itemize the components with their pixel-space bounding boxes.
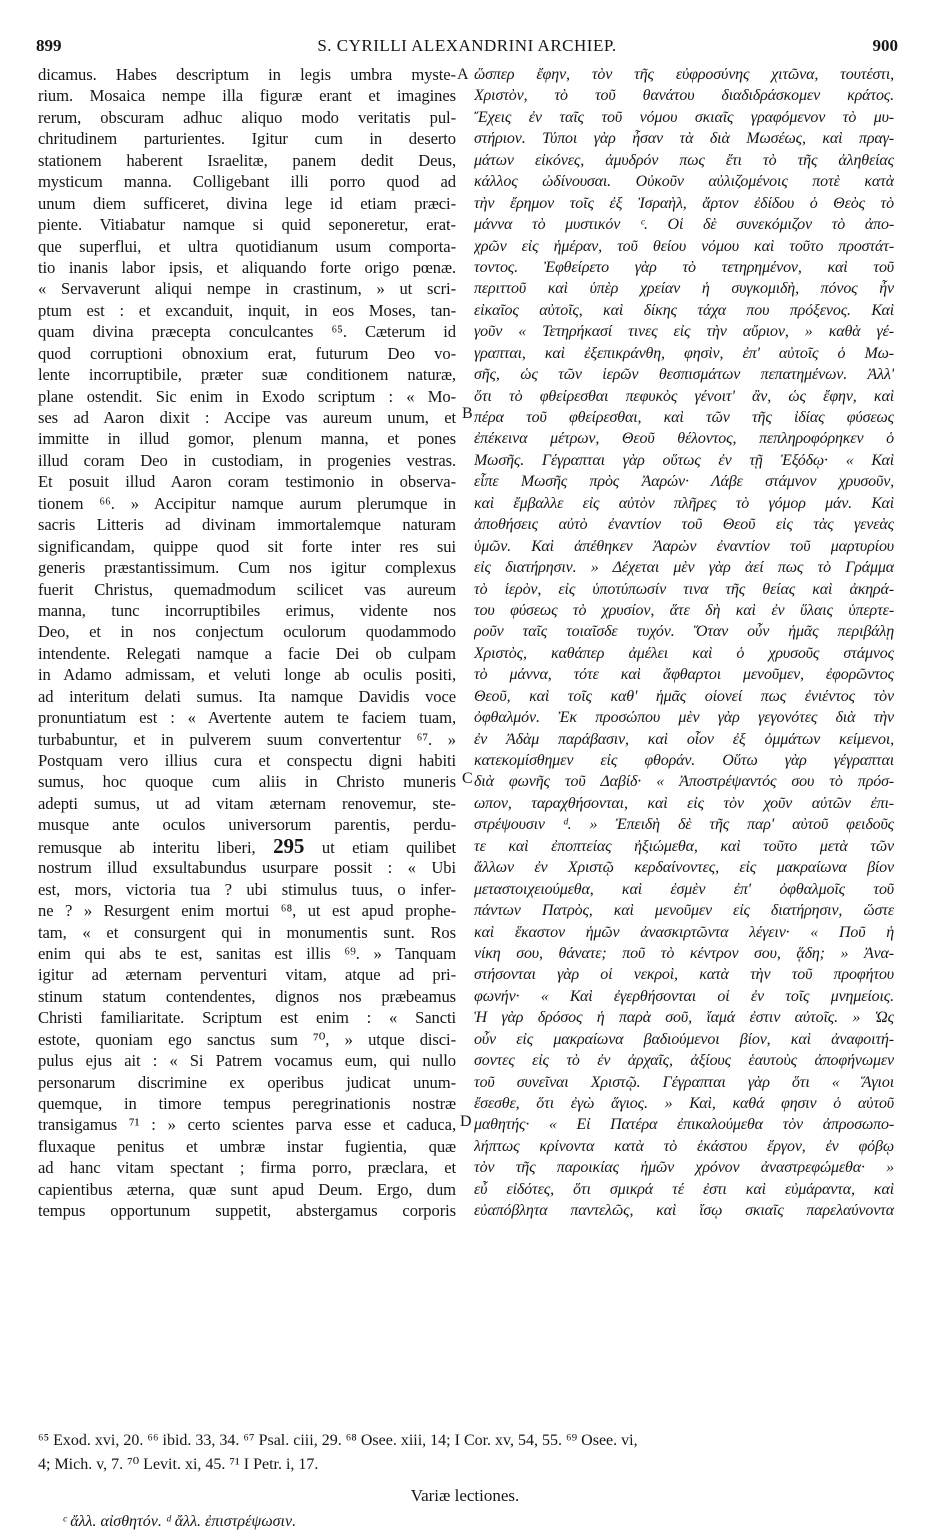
- text-line: Χριστὸν, τὸ τοῦ θανάτου διαδιδράσκομεν κράτος.: [474, 87, 894, 105]
- margin-marker-b: B: [462, 405, 473, 422]
- text-line: generis præstantissimum. Cum nos igitur complexus: [38, 558, 456, 578]
- text-line: κατεκομίσθημεν εἰς φθοράν. Οὕτω γὰρ γέγραπται: [474, 752, 894, 769]
- text-line: stationem haberent Israelitæ, panem dedit Deus,: [38, 150, 456, 170]
- variae-heading: Variæ lectiones.: [410, 1486, 520, 1505]
- text-line: igitur ad æternam perventuri vitam, atque ad pri-: [38, 965, 456, 985]
- text-line: ne ? » Resurgent enim mortui ⁶⁸, ut est apud prophe-: [38, 901, 456, 921]
- text-line: χρῶν εἰς ἡμέραν, τοῦ θείου νόμου καὶ τοῦτο προστάτ-: [474, 237, 894, 255]
- text-line: plane ostendit. Sic enim in Exodo scriptum : « Mo-: [38, 386, 456, 406]
- text-line: στήριον. Τύποι γὰρ ἦσαν τὰ διὰ Μωσέως, καὶ πραγ-: [474, 130, 894, 148]
- text-line: Θεοῦ, καὶ τοῖς καθ' ἡμᾶς οἱονεί πως ἐνιέντος τὸν: [474, 687, 894, 705]
- text-line: pronuntiatum est : « Avertente autem te faciem tuam,: [38, 708, 456, 728]
- text-line: Ἡ γὰρ δρόσος ἡ παρὰ σοῦ, ἴαμά ἐστιν αὐτοῖς. » Ὡς: [474, 1009, 894, 1027]
- text-line: τοῦ συνεῖναι Χριστῷ. Γέγραπται γὰρ ὅτι « Ἅγιοι: [474, 1073, 894, 1091]
- text-line: γοῦν « Τετηρήκασί τινες εἰς τὴν αὔριον, » καθὰ γέ-: [474, 323, 894, 341]
- text-line: καὶ ἕκαστον ἡμῶν ἀνασκιρτῶντα λέγειν· « Ποῦ ἡ: [474, 923, 894, 941]
- text-line: οὖν εἰς μακραίωνα βαδιούμενοι βίον, καὶ ἀναφοιτή-: [474, 1030, 894, 1048]
- text-line: σῆς, ὡς τῶν ἱερῶν θεσπισμάτων πεπατημένων. Ἀλλ': [474, 366, 894, 384]
- text-line: πέρα τοῦ φθείρεσθαι, καὶ τῶν τῆς ἰδίας φύσεως: [474, 409, 894, 426]
- text-line: μεταστοιχειούμεθα, καὶ ἐσμὲν ἐπ' ὀφθαλμοῖς τοῦ: [474, 880, 894, 898]
- text-line: chritudinem parturientes. Igitur cum in deserto: [38, 129, 456, 149]
- text-line: enim qui abs te est, sanitas est illis ⁶⁹. » Tanquam: [38, 943, 456, 963]
- text-line: μάτων εἰκόνες, ἀμυδρόν πως ἔτι τὸ τῆς ἀληθείας: [474, 151, 894, 169]
- text-line: transigamus ⁷¹ : » certo scientes parva esse et caduca,: [38, 1115, 456, 1135]
- text-line: Et posuit illud Aaron coram testimonio in observa-: [38, 472, 456, 492]
- page-number-right: 900: [872, 36, 898, 55]
- line-text: remusque ab interitu liberi,: [38, 837, 274, 857]
- latin-column: [38, 64, 456, 1222]
- footnote-line: 4; Mich. v, 7. ⁷⁰ Levit. xi, 45. ⁷¹ I Petr. i, 17.: [38, 1456, 319, 1473]
- margin-marker-c: C: [462, 770, 473, 787]
- text-line: nostrum illud exsultabundus usurpare possit : « Ubi: [38, 858, 456, 878]
- text-line: ἀποθήσεις αὐτὸ ἐναντίον τοῦ Θεοῦ εἰς τὰς γενεὰς: [474, 516, 894, 534]
- text-line: capientibus æterna, quæ sunt apud Deum. Ergo, dum: [38, 1179, 456, 1199]
- text-line: εὖ εἰδότες, ὅτι σμικρά τέ ἐστι καὶ εὐμάραντα, καὶ: [474, 1180, 894, 1198]
- text-line: ὑμῶν. Καὶ ἀπέθηκεν Ἀαρὼν ἐναντίον τοῦ μαρτυρίου: [474, 537, 894, 555]
- text-line: piente. Vitiabatur namque si quid seponeretur, erat-: [38, 215, 456, 235]
- text-line: περιττοῦ καὶ ὑπὲρ χρείαν ἡ συγκομιδὴ, πόνος ἦν: [474, 280, 894, 298]
- text-line: τε καὶ ἐποπτείας ἠξιώμεθα, καὶ τοῦτο μετὰ τῶν: [474, 837, 894, 855]
- text-line: τὸ ἱερὸν, εἰς ὑποτύπωσίν τινα τῆς θείας καὶ ἀκηρά-: [474, 580, 894, 598]
- text-line: Μωσῆς. Γέγραπται γὰρ οὕτως ἐν τῇ Ἐξόδῳ· « Καὶ: [474, 451, 894, 469]
- text-line: του φύσεως τὸ χρυσίον, ἅτε δὴ καὶ ἐν ὕλαις ὑπερτε-: [474, 601, 894, 619]
- text-line: tionem ⁶⁶. » Accipitur namque aurum plerumque in: [38, 493, 456, 513]
- text-line: que superflui, et ultra quotidianum usum comporta-: [38, 236, 456, 256]
- text-line: ἔσεσθε, ὅτι ἐγὼ ἅγιος. » Καὶ, καθά φησιν ὁ αὐτοῦ: [474, 1095, 894, 1112]
- text-line: quam divina præcepta conculcantes ⁶⁵. Cæterum id: [38, 322, 456, 342]
- text-line: significandam, quippe quod sit forte inter res sui: [38, 536, 456, 556]
- margin-marker-d: D: [460, 1113, 472, 1130]
- text-line: ροῦν ταῖς τοιαῖσδε τυχόν. Ὅταν οὖν ἡμᾶς περιβάλῃ: [474, 623, 894, 641]
- text-line: πάντων Πατρὸς, καὶ μενοῦμεν εἰς διατήρησιν, ὥστε: [474, 902, 894, 920]
- margin-marker-a: A: [457, 66, 469, 83]
- footnote-line: ⁶⁵ Exod. xvi, 20. ⁶⁶ ibid. 33, 34. ⁶⁷ Psal. ciii, 29. ⁶⁸ Osee. xiii, 14; I Cor. xv, 54, 55. ⁶⁹ Osee. vi,: [38, 1432, 638, 1449]
- text-line: dicamus. Habes descriptum in legis umbra myste-: [38, 65, 456, 84]
- text-line: quod corruptioni obnoxium erat, futurum Deo vo-: [38, 343, 456, 363]
- text-line: sacris Litteris ad divinam immortalemque naturam: [38, 515, 456, 535]
- text-line: « Servaverunt aliqui nempe in crastinum, » ut scri-: [38, 279, 456, 299]
- text-line: μάννα τὸ μυστικόν ᶜ. Οἱ δὲ συνεκόμιζον τὸ ἀπο-: [474, 216, 894, 234]
- text-line: σοντες εἰς τὸ ἐν ἀρχαῖς, ἀξίους ἑαυτοὺς ἀποφήνωμεν: [474, 1052, 894, 1070]
- text-line: διὰ φωνῆς τοῦ Δαβίδ· « Ἀποστρέψαντός σου τὸ πρόσ-: [474, 773, 894, 791]
- text-line: Deo, et in nos conjectum oculorum quodammodo: [38, 622, 456, 642]
- column-number: 295: [273, 835, 305, 858]
- text-line: adepti sumus, ut ad vitam æternam renovemur, ste-: [38, 793, 456, 813]
- text-line: ὥσπερ ἔφην, τὸν τῆς εὐφροσύνης χιτῶνα, τουτέστι,: [474, 66, 894, 83]
- text-line: εἰς διατήρησιν. » Δέχεται μὲν γὰρ ἀεί πως τὸ Γράμμα: [474, 559, 894, 577]
- text-line: κάλλος ὠδίνουσαι. Οὐκοῦν αὐλιζομένοις ποτὲ κατὰ: [474, 173, 894, 191]
- text-line: εὐαπόβλητα παντελῶς, καὶ ἴσῳ σκιαῖς παρελαύνοντα: [474, 1202, 894, 1220]
- text-line: ad hanc vitam spectant ; firma porro, præclara, et: [38, 1158, 456, 1178]
- page-number-left: 899: [36, 36, 62, 55]
- text-line: τὸ μάννα, τότε καὶ ἄφθαρτοι μενοῦμεν, ἐφορῶντος: [474, 666, 894, 684]
- text-line: ἐπέκεινα μέτρων, Θεοῦ θέλοντος, πεπληροφόρηκεν ὁ: [474, 430, 894, 448]
- text-line: manna, tunc incorruptibiles erimus, vidente nos: [38, 600, 456, 620]
- text-line: γραπται, καὶ ἐξεπικράνθη, φησὶν, ἐπ' αὐτοῖς ὁ Μω-: [474, 344, 894, 362]
- text-line: intendente. Relegati namque a facie Dei ob culpam: [38, 643, 456, 663]
- text-line: unum diem sufficeret, divina lege id etiam præci-: [38, 193, 456, 213]
- text-line: rerum, obscuram adhuc aliquo modo veritatis pul-: [38, 107, 456, 127]
- text-line: τὸν τῆς παροικίας ἡμῶν χρόνον ἀναστρεφώμεθα· »: [474, 1159, 894, 1177]
- text-line: ses ad Aaron dixit : Accipe vas aureum unum, et: [38, 408, 456, 427]
- greek-column: [474, 64, 894, 1222]
- text-line: immitte in illud gomor, plenum manna, et pones: [38, 429, 456, 449]
- text-line: στρέψουσιν ᵈ. » Ἐπειδὴ δὲ τῆς παρ' αὐτοῦ φειδοῦς: [474, 816, 894, 834]
- text-line: sumus, hoc quoque cum aliis in Christo muneris: [38, 772, 456, 792]
- text-line: mysticum manna. Colligebant illi porro quod ad: [38, 172, 456, 192]
- text-line: ὅτι τὸ φθείρεσθαι πεφυκὸς γένοιτ' ἂν, ὡς ἔφην, καὶ: [474, 387, 894, 405]
- text-line: quemque, in timore tempus peregrinationis nostræ: [38, 1094, 456, 1113]
- text-line: τὴν ἔρημον τοῖς ἐξ Ἰσραὴλ, ἄρτον ἐδίδου ὁ Θεὸς τὸ: [474, 194, 894, 212]
- running-title: S. CYRILLI ALEXANDRINI ARCHIEP.: [317, 36, 617, 55]
- text-line: λήπτως κρίνοντα κατὰ τὸ ἑκάστου ἔργον, ἐν φόβῳ: [474, 1137, 894, 1155]
- text-line: τοντος. Ἐφθείρετο γὰρ τὸ τετηρημένον, καὶ τοῦ: [474, 258, 894, 276]
- text-line: νίκη σου, θάνατε; ποῦ τὸ κέντρον σου, ᾅδη; » Ἀνα-: [474, 944, 894, 962]
- text-line: tam, « et consurgent qui in monumentis sunt. Ros: [38, 922, 456, 942]
- text-line: ωπον, ταραχθήσονται, καὶ εἰς τὸν χοῦν αὐτῶν ἐπι-: [474, 794, 894, 812]
- text-line: Postquam vero illius cura et conspectu digni habiti: [38, 751, 456, 770]
- text-line: fluxaque penitus et umbræ instar fugientia, quæ: [38, 1136, 456, 1156]
- text-line: stinum statum contendentes, dignos nos præbeamus: [38, 986, 456, 1006]
- text-line: ὀφθαλμόν. Ἐκ προσώπου μὲν γὰρ γεγονότες διὰ τὴν: [474, 709, 894, 727]
- text-line: καὶ ἔμβαλλε εἰς αὐτὸν πλῆρες τὸ γόμορ μάν. Καὶ: [474, 494, 894, 512]
- text-line: in Adamo admissam, et veluti longe ab oculis positi,: [38, 665, 456, 685]
- text-line: εἶπε Μωσῆς πρὸς Ἀαρών· Λάβε στάμνον χρυσοῦν,: [474, 473, 894, 491]
- text-line: ἄλλων ἐν Χριστῷ κερδαίνοντες, εἰς μακραίωνα βίον: [474, 859, 894, 877]
- text-line: fuerit Christus, quemadmodum scilicet vas aureum: [38, 579, 456, 599]
- text-line: ad interitum delati sumus. Ita namque Davidis voce: [38, 686, 456, 706]
- text-line: estote, quoniam ego sanctus sum ⁷⁰, » utque disci-: [38, 1029, 456, 1049]
- text-line: tio inanis labor ipsis, et aliquando forte origo pœnæ.: [38, 257, 456, 277]
- text-line: illud coram Deo in custodiam, in progenies vestras.: [38, 450, 456, 470]
- text-line: personarum discrimine ex operibus judicat unum-: [38, 1072, 456, 1092]
- line-text: ut etiam quilibet: [304, 837, 456, 857]
- text-line: φωνήν· « Καὶ ἐγερθήσονται οἱ ἐν τοῖς μνημείοις.: [474, 987, 894, 1005]
- variae-lectiones: ᶜ ἄλλ. αἰσθητόν. ᵈ ἄλλ. ἐπιστρέψωσιν.: [62, 1513, 297, 1530]
- text-line: turbabuntur, et in pulverem suum convertentur ⁶⁷. »: [38, 729, 456, 749]
- text-line: [38, 836, 456, 857]
- text-line: στήσονται γὰρ οἱ νεκροὶ, κατὰ τὴν τοῦ προφήτου: [474, 966, 894, 984]
- text-line: est, mors, victoria tua ? ubi stimulus tuus, o infer-: [38, 879, 456, 899]
- text-line: μαθητής· « Εἰ Πατέρα ἐπικαλούμεθα τὸν ἀπροσωπο-: [474, 1116, 894, 1134]
- text-line: musque ante oculos universorum parentis, perdu-: [38, 815, 456, 835]
- text-line: ἐν Ἀδὰμ παράβασιν, καὶ οἷον ἐξ ὀμμάτων κείμενοι,: [474, 730, 894, 748]
- text-line: Christi familiaritate. Scriptum est enim : « Sancti: [38, 1008, 456, 1028]
- text-line: pulus ejus ait : « Si Patrem vocamus eum, qui nullo: [38, 1051, 456, 1071]
- text-line: Ἔχεις ἐν ταῖς τοῦ νόμου σκιαῖς γραφόμενον τὸ μυ-: [474, 108, 894, 126]
- text-line: Χριστὸς, καθάπερ ἀμέλει καὶ ὁ χρυσοῦς στάμνος: [474, 644, 894, 662]
- text-line: εἰκαῖος αὐτοῖς, καὶ δίκης τάχα που πρόξενος. Καὶ: [474, 301, 894, 319]
- text-line: tempus opportunum suppetit, abstergamus corporis: [38, 1201, 456, 1221]
- text-line: lente incorruptibile, præter suæ conditionem naturæ,: [38, 365, 456, 385]
- text-line: rium. Mosaica nempe illa figuræ erant et imagines: [38, 86, 456, 106]
- text-line: ptum est : et excanduit, inquit, in eos Moses, tan-: [38, 300, 456, 320]
- page-header: [36, 30, 898, 60]
